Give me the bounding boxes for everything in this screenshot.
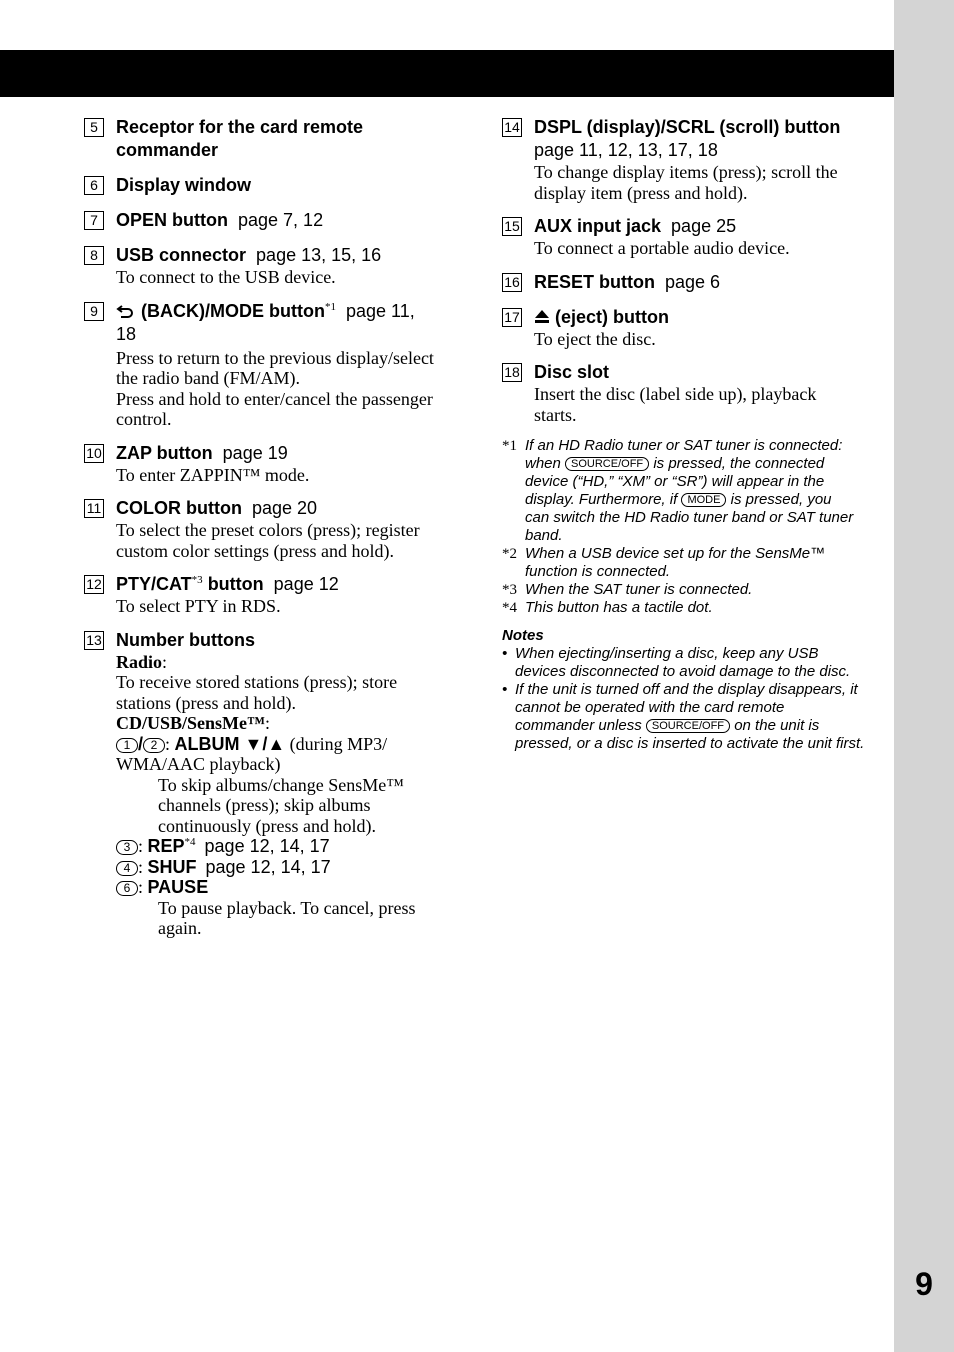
item-desc: channels (press); skip albums [158, 795, 371, 815]
footnote-2: *2 When a USB device set up for the SensMe™ function is connected. [502, 545, 826, 580]
item-title: Receptor for the card remote [116, 117, 364, 137]
radio-label: Radio [116, 651, 163, 672]
item-17 [502, 306, 884, 350]
item-12 [84, 573, 464, 617]
item-8 [84, 244, 464, 288]
page-ref: page 19 [222, 442, 288, 463]
item-18 [502, 361, 884, 425]
item-title: AUX input jack [534, 216, 662, 236]
page-ref: page 11, 12, 13, 17, 18 [534, 140, 718, 160]
item-number: 14 [502, 118, 522, 137]
item-title: COLOR button [116, 498, 242, 518]
item-number: 15 [502, 217, 522, 236]
item-desc: To connect a portable audio device. [534, 238, 790, 258]
item-number: 7 [84, 211, 104, 230]
header-bar [0, 50, 894, 97]
page-ref: page 13, 15, 16 [256, 245, 382, 265]
item-desc: To eject the disc. [534, 328, 656, 349]
item-number: 18 [502, 363, 522, 382]
item-desc: To select the preset colors (press); register [116, 520, 420, 540]
source-off-button-icon: SOURCE/OFF [646, 719, 730, 733]
item-number: 16 [502, 273, 522, 292]
item-desc: Press and hold to enter/cancel the passenger [116, 388, 433, 409]
page-ref: page 12, 14, 17 [205, 856, 331, 877]
item-title: ZAP button [116, 442, 213, 463]
item-desc: the radio band (FM/AM). [116, 368, 300, 388]
item-desc: To receive stored stations (press); store [116, 672, 398, 692]
page-ref: page 7, 12 [238, 210, 324, 230]
item-number: 12 [84, 575, 104, 594]
item-5 [84, 116, 464, 162]
note-2: • If the unit is turned off and the display disappears, it cannot be operated with the card remote commander unless SOURCE/OFF on the unit is pressed, or a disc is inserted to activate the unit first. [502, 681, 865, 752]
pause-label: PAUSE [147, 877, 209, 897]
source-off-button-icon: SOURCE/OFF [565, 457, 649, 471]
page-ref: page 11, [346, 300, 415, 321]
shuf-label: SHUF [147, 856, 197, 877]
item-title: Number buttons [116, 629, 255, 650]
page-ref: page 6 [665, 271, 721, 292]
album-label: ALBUM ▼/▲ [174, 733, 286, 754]
back-icon [116, 304, 136, 318]
button-4-icon: 4 [116, 861, 138, 876]
item-desc: stations (press and hold). [116, 692, 296, 713]
left-column [84, 116, 464, 951]
page-ref: page 12, 14, 17 [204, 836, 330, 856]
footnote-1: *1 If an HD Radio tuner or SAT tuner is connected: when SOURCE/OFF is pressed, the connected device (“HD,” “XM” or “SR”) will appear in the display. Furthermore, if MODE is pressed, you can switch the HD Radio tuner band or SAT tuner band. [502, 437, 854, 544]
item-6 [84, 174, 464, 197]
item-title: Display window [116, 175, 252, 195]
item-16 [502, 271, 884, 294]
item-desc: To enter ZAPPIN™ mode. [116, 464, 310, 485]
button-2-icon: 2 [143, 738, 165, 753]
note-1: • When ejecting/inserting a disc, keep any USB devices disconnected to avoid damage to the disc. [502, 645, 851, 680]
button-6-icon: 6 [116, 881, 138, 896]
notes-heading: Notes [502, 627, 544, 644]
item-title: (BACK)/MODE button [141, 300, 325, 321]
item-10 [84, 442, 464, 486]
item-title-cont: commander [116, 140, 219, 160]
side-tab [894, 0, 954, 1352]
item-desc: again. [158, 918, 202, 938]
eject-icon [534, 309, 550, 324]
item-desc: To skip albums/change SensMe™ [158, 774, 404, 795]
page-ref-cont: 18 [116, 323, 137, 344]
page-ref: page 12 [273, 574, 339, 594]
item-9 [84, 300, 464, 430]
item-13: 13 Number buttons Radio: To receive stored stations (press); store stations (press and hold). CD/USB/SensMe™: 1 / 2 : ALBUM ▼/▲ (during MP3/ WMA/AAC playback) To skip albums/change SensMe™ channels (press); skip albums continuously (press and hold). 3 : REP$^{*4}$ page 12, 14, 17 4 : SHUF page 12, 14, 17 6 : PAUSE To pause playback. To cancel, press again. [84, 629, 464, 939]
item-desc: Press to return to the previous display/select [116, 347, 434, 368]
button-3-icon: 3 [116, 840, 138, 855]
item-number: 17 [502, 308, 522, 327]
item-7 [84, 209, 464, 232]
cd-label: CD/USB/SensMe™ [116, 713, 266, 733]
item-title: Disc slot [534, 362, 610, 382]
footnote-ref: *4 [184, 836, 196, 848]
item-desc: To select PTY in RDS. [116, 596, 281, 616]
item-15 [502, 215, 884, 259]
page-number: 9 [915, 1266, 933, 1302]
footnote-ref: *3 [191, 574, 203, 586]
item-title: (eject) button [555, 306, 670, 327]
footnote-3: *3 When the SAT tuner is connected. [502, 581, 753, 598]
page-ref: page 25 [671, 216, 737, 236]
item-desc: To connect to the USB device. [116, 267, 336, 287]
item-desc: To pause playback. To cancel, press [158, 897, 416, 918]
item-number: 11 [84, 499, 104, 518]
footnote-ref: *1 [324, 300, 336, 313]
item-number: 13 [84, 631, 104, 650]
item-title: USB connector [116, 245, 247, 265]
mode-button-icon: MODE [681, 493, 726, 507]
item-desc: continuously (press and hold). [158, 815, 376, 836]
item-number: 8 [84, 246, 104, 265]
item-number: 6 [84, 176, 104, 195]
item-title-cont: button [207, 574, 264, 594]
item-title: OPEN button [116, 210, 228, 230]
album-note: (during MP3/ [289, 733, 388, 754]
item-number: 10 [84, 444, 104, 463]
rep-label: REP [147, 836, 185, 856]
item-desc: custom color settings (press and hold). [116, 540, 394, 561]
right-column [502, 116, 884, 753]
item-title: RESET button [534, 271, 655, 292]
footnotes [502, 437, 884, 617]
page-ref: page 20 [251, 498, 318, 518]
item-11 [84, 497, 464, 561]
item-desc: Insert the disc (label side up), playback [534, 384, 817, 404]
button-1-icon: 1 [116, 738, 138, 753]
item-desc: starts. [534, 404, 577, 425]
item-number: 5 [84, 118, 104, 137]
item-number: 9 [84, 302, 104, 321]
item-desc: To change display items (press); scroll the [534, 162, 838, 182]
item-title: DSPL (display)/SCRL (scroll) button [534, 117, 841, 137]
footnote-4: *4 This button has a tactile dot. [502, 599, 713, 616]
item-desc: display item (press and hold). [534, 182, 748, 203]
item-title: PTY/CAT [116, 574, 192, 594]
item-desc: control. [116, 409, 172, 429]
album-note-cont: WMA/AAC playback) [116, 754, 281, 774]
item-14 [502, 116, 884, 203]
